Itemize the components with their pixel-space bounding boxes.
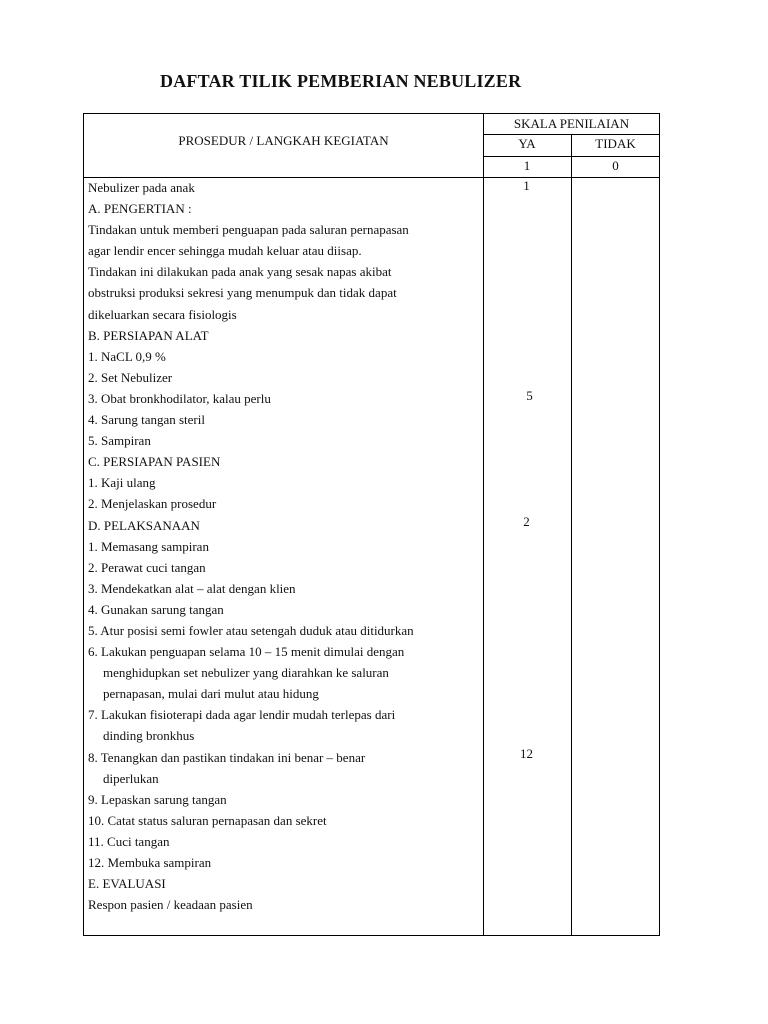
page-title: DAFTAR TILIK PEMBERIAN NEBULIZER — [160, 71, 522, 91]
header-yes: YA — [518, 136, 536, 151]
header-procedure: PROSEDUR / LANGKAH KEGIATAN — [178, 133, 389, 148]
list-item: menghidupkan set nebulizer yang diarahkan ke saluran — [103, 665, 389, 681]
list-item: 4. Gunakan sarung tangan — [88, 601, 224, 617]
list-item: 9. Lepaskan sarung tangan — [88, 791, 227, 807]
list-item: diperlukan — [103, 770, 159, 786]
section-heading: E. EVALUASI — [88, 876, 166, 892]
list-item: 1. Kaji ulang — [88, 475, 156, 491]
checklist-table — [83, 113, 660, 936]
list-item: Respon pasien / keadaan pasien — [88, 897, 253, 913]
header-scale: SKALA PENILAIAN — [513, 116, 630, 131]
column-divider — [571, 134, 572, 935]
list-item: 4. Sarung tangan steril — [88, 412, 205, 428]
list-item: 7. Lakukan fisioterapi dada agar lendir mudah terlepas dari — [88, 707, 396, 723]
list-item: 5. Sampiran — [88, 433, 151, 449]
list-item: 8. Tenangkan dan pastikan tindakan ini benar – benar — [88, 749, 366, 765]
list-item: dinding bronkhus — [103, 728, 195, 744]
list-item: dikeluarkan secara fisiologis — [88, 306, 237, 322]
list-item: 2. Menjelaskan prosedur — [88, 496, 217, 512]
score-value: 2 — [523, 514, 530, 529]
list-item: 1. Memasang sampiran — [88, 538, 209, 554]
list-item: Tindakan untuk memberi penguapan pada saluran pernapasan — [88, 222, 409, 238]
list-item: 5. Atur posisi semi fowler atau setengah duduk atau ditidurkan — [88, 622, 414, 638]
list-item: 12. Membuka sampiran — [88, 855, 212, 870]
list-item: agar lendir encer sehingga mudah keluar atau diisap. — [88, 243, 362, 259]
list-item: 10. Catat status saluran pernapasan dan sekret — [88, 812, 327, 828]
list-item: 6. Lakukan penguapan selama 10 – 15 menit dimulai dengan — [88, 644, 405, 660]
list-item: 1. NaCL 0,9 % — [88, 348, 166, 364]
list-item: 11. Cuci tangan — [88, 833, 170, 849]
list-item: Nebulizer pada anak — [88, 180, 195, 195]
score-value: 12 — [520, 746, 533, 761]
procedure-lines — [88, 177, 483, 915]
list-item: pernapasan, mulai dari mulut atau hidung — [103, 686, 319, 702]
header-no-value: 0 — [612, 158, 619, 173]
list-item: 2. Perawat cuci tangan — [88, 559, 206, 575]
header-yes-value: 1 — [523, 158, 531, 173]
section-heading: D. PELAKSANAAN — [88, 517, 200, 533]
list-item: Tindakan ini dilakukan pada anak yang sesak napas akibat — [88, 264, 392, 280]
list-item: obstruksi produksi sekresi yang menumpuk dan tidak dapat — [88, 285, 397, 301]
list-item: 2. Set Nebulizer — [88, 369, 173, 385]
score-value: 5 — [526, 388, 533, 403]
header-no: TIDAK — [595, 136, 636, 151]
section-heading: B. PERSIAPAN ALAT — [88, 327, 209, 343]
list-item: 3. Obat bronkhodilator, kalau perlu — [88, 390, 271, 406]
section-heading: A. PENGERTIAN : — [88, 201, 192, 217]
score-value: 1 — [523, 178, 530, 193]
section-heading: C. PERSIAPAN PASIEN — [88, 454, 221, 470]
list-item: 3. Mendekatkan alat – alat dengan klien — [88, 580, 296, 596]
